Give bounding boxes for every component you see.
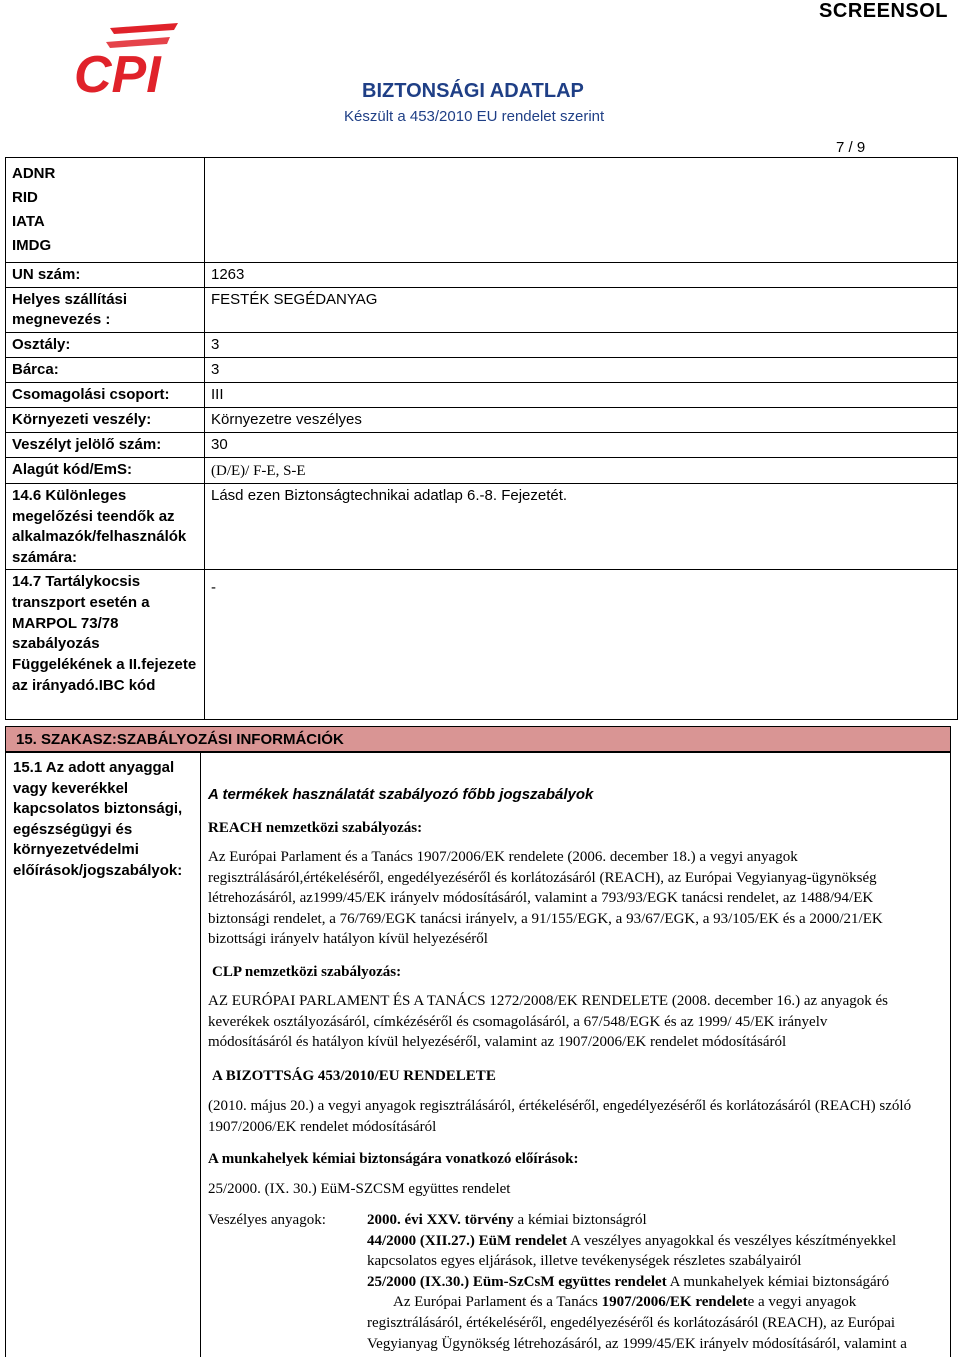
company-logo — [70, 20, 185, 100]
page-number: 7 / 9 — [836, 139, 866, 156]
table-row — [6, 383, 958, 408]
row-value: (D/E)/ F-E, S-E — [205, 458, 958, 484]
mode-iata: IATA — [12, 213, 45, 230]
row-value: Lásd ezen Biztonságtechnikai adatlap 6.-8. Fejezetét. — [205, 484, 958, 570]
commission-heading: A BIZOTTSÁG 453/2010/EU RENDELETE — [212, 1068, 496, 1084]
row-label: Csomagolási csoport: — [6, 383, 205, 408]
mode-adnr: ADNR — [12, 165, 56, 182]
row-value: 3 — [205, 358, 958, 383]
hazardous-list: 2000. évi XXV. törvény a kémiai biztonságról 44/2000 (XII.27.) EüM rendelet A veszélyes anyagokkal és veszélyes készítményekkel kapcsolatos egyes eljárások, illetve tevékenységek részletes szabályairól 25/2000 (IX.30.) Eüm-SzCsM együttes rendelet A munkahelyek kémiai biztonságáró Az Európai Parlament és a Tanács 1907/2006/EK rendelete a vegyi anyagok regisztrálásáról, értékeléséről, engedélyezéséről és korlátozásáról (REACH), az Európai Vegyianyag Ügynökség létrehozásáról, az 1999/45/EK irányelv módosításáról, valamint a — [367, 1212, 907, 1352]
hazardous-label: Veszélyes anyagok: — [208, 1212, 326, 1228]
workplace-text: 25/2000. (IX. 30.) EüM-SZCSM együttes rendelet — [208, 1181, 511, 1197]
clp-text: AZ EURÓPAI PARLAMENT ÉS A TANÁCS 1272/2008/EK RENDELETE (2008. december 16.) az anyagok és keverékek osztályozásáról, címkézéséről és csomagolásáról, a 67/548/EGK és az 1999/ 45/EK irányelv módosításáról és hatályon kívül helyezéséről, valamint az 1907/2006/EK rendelet módosításáról — [208, 993, 888, 1051]
section-15-heading: 15. SZAKASZ:SZABÁLYOZÁSI INFORMÁCIÓK — [5, 726, 951, 752]
column-divider — [200, 752, 201, 1357]
row-label: Bárca: — [6, 358, 205, 383]
row-value: III — [205, 383, 958, 408]
row-value: Környezetre veszélyes — [205, 408, 958, 433]
reach-text: Az Európai Parlament és a Tanács 1907/2006/EK rendelete (2006. december 18.) a vegyi anyagok regisztrálásáról,értékeléséről, engedélyezéséről és korlátozásáról (REACH), az Európai Vegyianyag-ügynökség létrehozásáról, az1999/45/EK irányelv módosításáról, valamint a 793/93/EGK tanácsi rendelet, az 1488/94/EK biztonsági rendelet, a 76/769/EGK tanácsi irányelv, a 91/155/EGK, a 93/67/EGK, a 93/105/EK és a 2000/21/EK bizottsági irányelv hatályon kívül helyezéséről — [208, 849, 883, 948]
row-value: 3 — [205, 333, 958, 358]
row-label: 14.7 Tartálykocsis transzport esetén a MARPOL 73/78 szabályozás Függelékének a II.fejezete az irányadó.IBC kód — [6, 570, 205, 720]
row-value: FESTÉK SEGÉDANYAG — [205, 288, 958, 333]
table-row — [6, 158, 958, 263]
workplace-heading: A munkahelyek kémiai biztonságára vonatkozó előírások: — [208, 1151, 579, 1167]
table-row — [6, 433, 958, 458]
table-row — [6, 484, 958, 570]
row-label: Osztály: — [6, 333, 205, 358]
row-value: 30 — [205, 433, 958, 458]
mode-rid: RID — [12, 189, 38, 206]
table-row — [6, 358, 958, 383]
row-label: Helyes szállítási megnevezés : — [6, 288, 205, 333]
clp-heading: CLP nemzetközi szabályozás: — [212, 964, 402, 980]
row-value: 1263 — [205, 263, 958, 288]
brand-name: SCREENSOL — [819, 0, 948, 22]
table-row — [6, 263, 958, 288]
transport-table — [5, 157, 958, 720]
table-row — [6, 288, 958, 333]
logo-text: CPI — [74, 46, 161, 100]
reach-heading: REACH nemzetközi szabályozás: — [208, 820, 423, 836]
table-row — [6, 458, 958, 484]
table-row — [6, 408, 958, 433]
commission-text: (2010. május 20.) a vegyi anyagok regisztrálásáról, értékeléséről, engedélyezéséről és korlátozásáról (REACH) szóló 1907/2006/EK rendelet módosításáról — [208, 1098, 912, 1135]
main-regulations-heading: A termékek használatát szabályozó főbb jogszabályok — [208, 786, 594, 803]
row-label: 14.6 Különleges megelőzési teendők az alkalmazók/felhasználók számára: — [6, 484, 205, 570]
row-value: - — [205, 570, 958, 720]
row-label: Alagút kód/EmS: — [6, 458, 205, 484]
table-row — [6, 333, 958, 358]
row-label: Környezeti veszély: — [6, 408, 205, 433]
document-subtitle: Készült a 453/2010 EU rendelet szerint — [344, 108, 605, 125]
row-label: UN szám: — [6, 263, 205, 288]
section-15-1-label: 15.1 Az adott anyaggal vagy keverékkel kapcsolatos biztonsági, egészségügyi és környezetvédelmi előírások/jogszabályok: — [13, 759, 183, 879]
transport-modes — [6, 158, 205, 263]
table-row — [6, 570, 958, 720]
mode-imdg: IMDG — [12, 237, 52, 254]
document-title: BIZTONSÁGI ADATLAP — [362, 80, 584, 102]
row-label: Veszélyt jelölő szám: — [6, 433, 205, 458]
